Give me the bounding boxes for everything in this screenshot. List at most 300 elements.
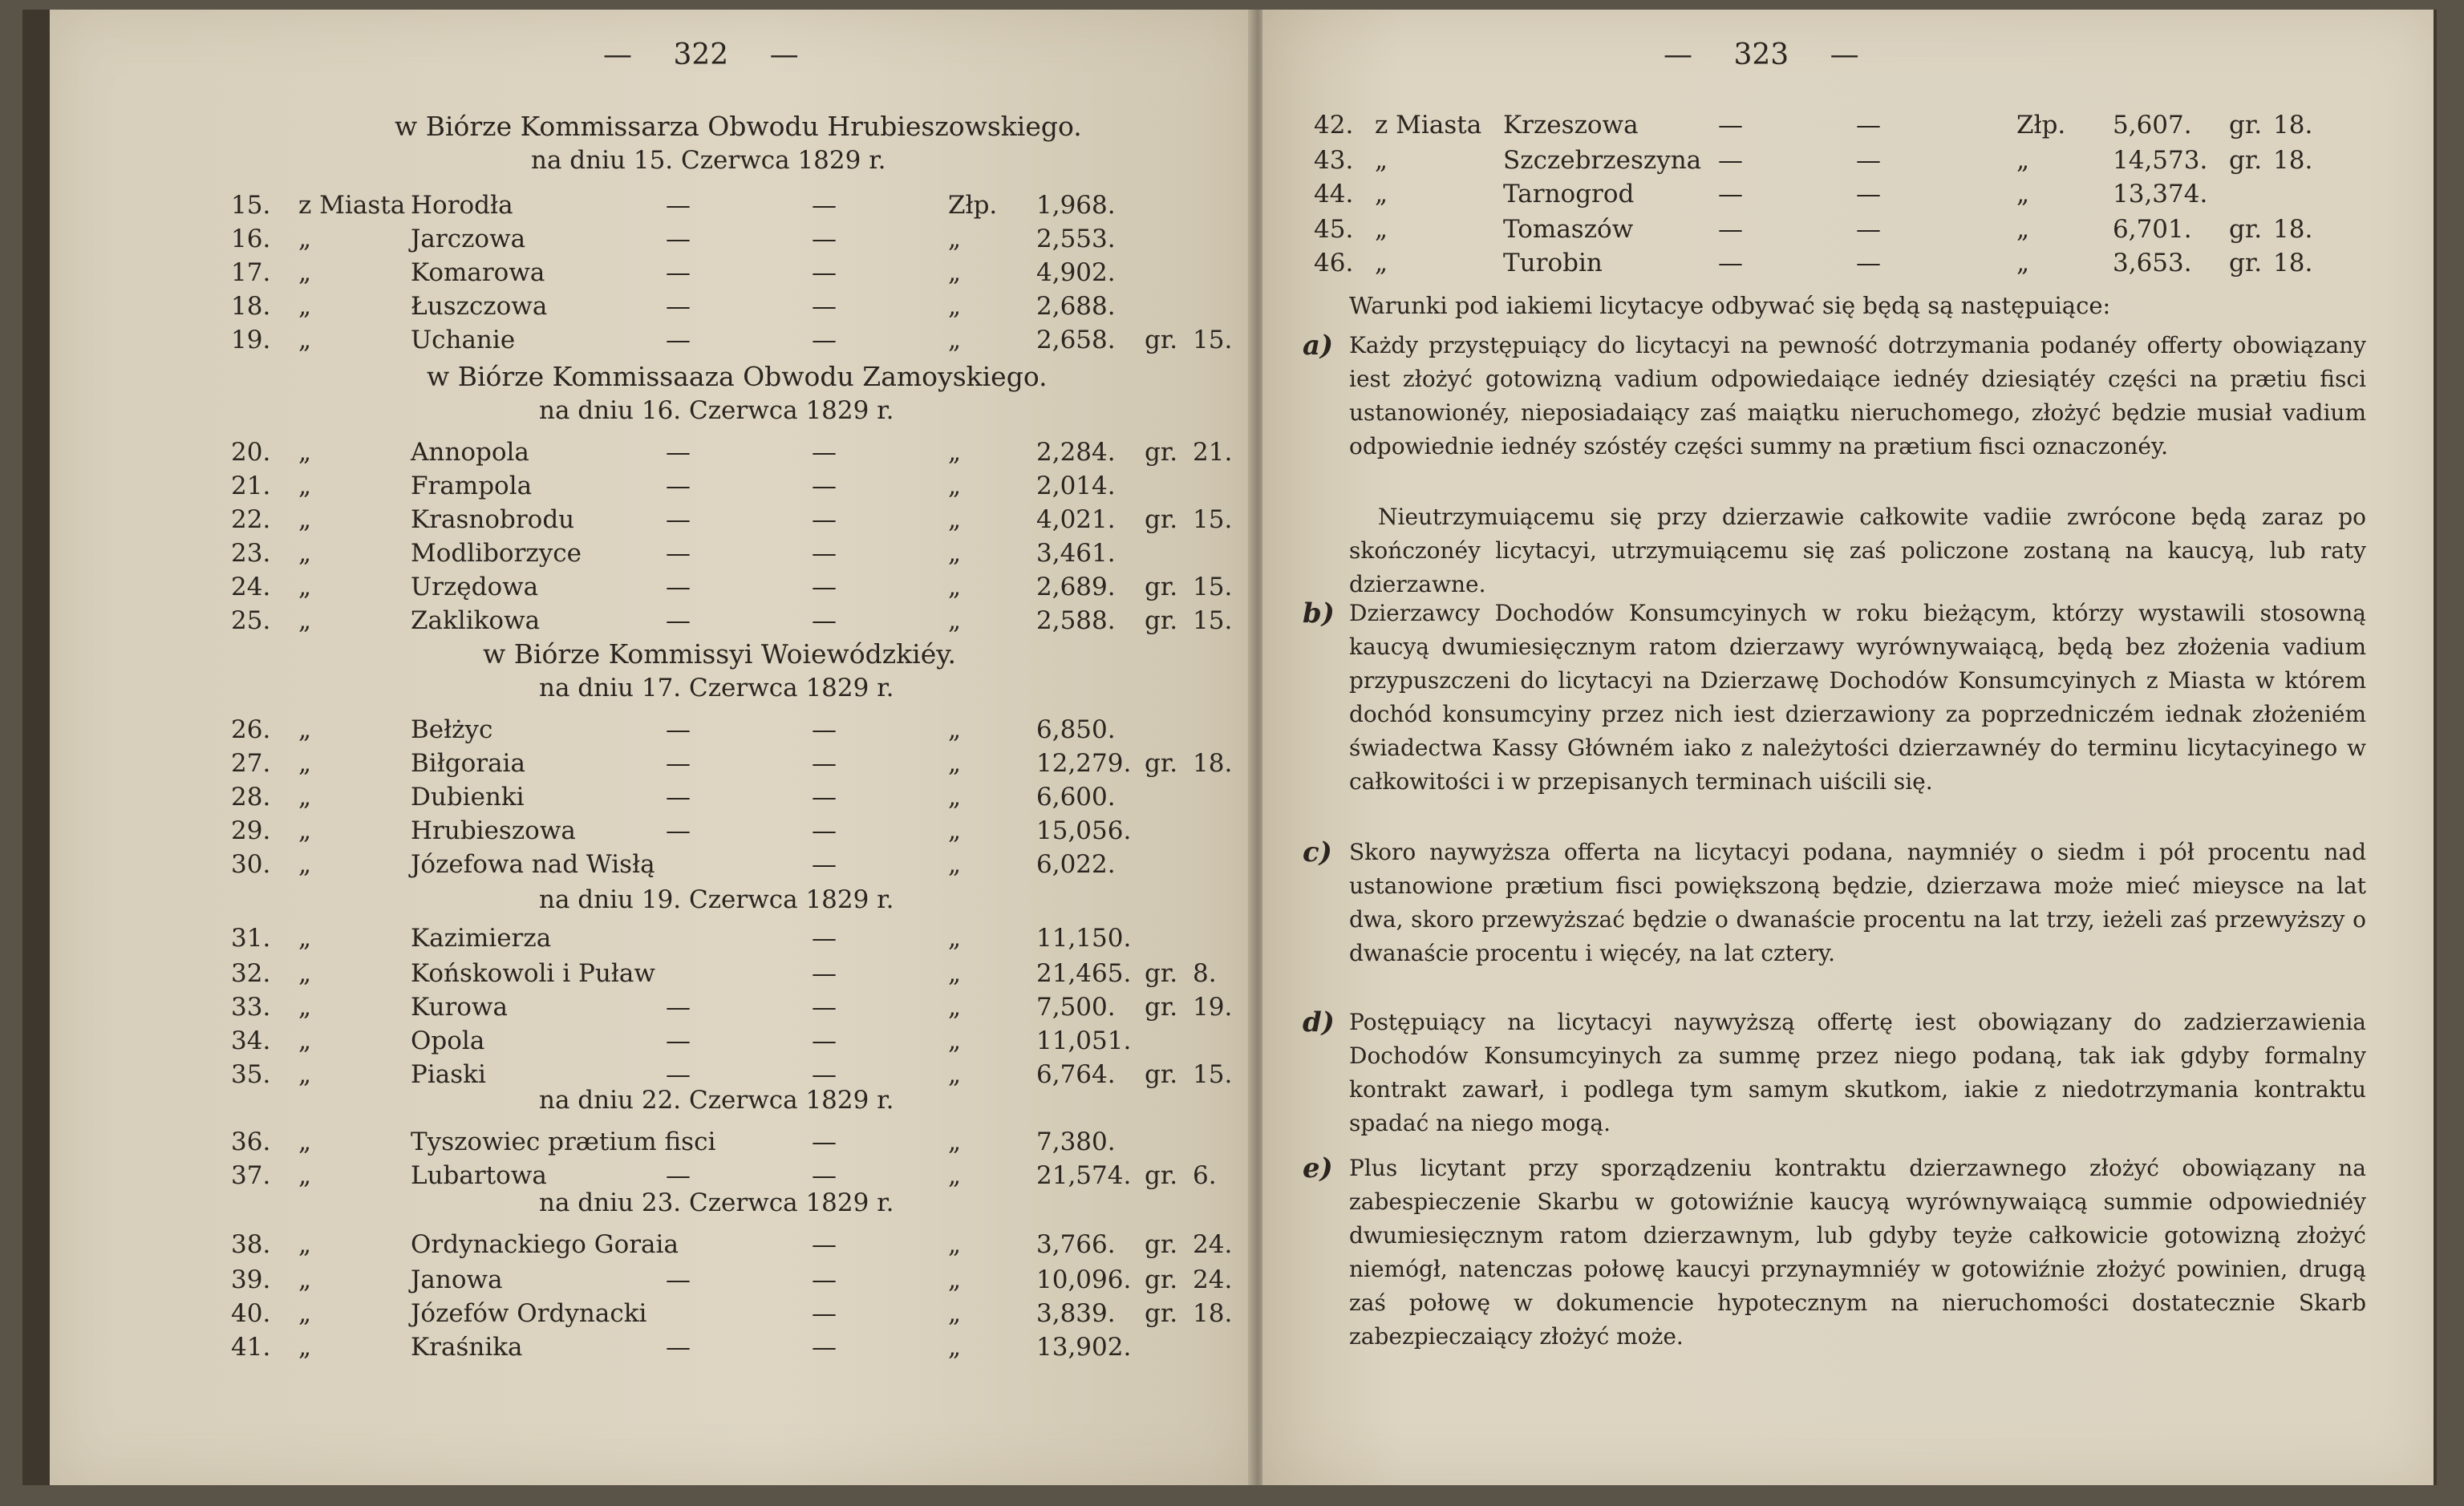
currency-label: „ xyxy=(948,225,962,253)
dash-separator: — xyxy=(1856,215,1881,244)
dash-separator: — xyxy=(812,472,837,500)
row-prefix: „ xyxy=(298,539,312,568)
row-number: 15. xyxy=(231,191,271,220)
condition-text: Dzierzawcy Dochodów Konsumcyinych w roku bieżącym, którzy wystawili stosowną kaucyą dwumiesięcznym ratom dzierzawy wyrównywaiącą, będą bez złożenia vadium przypuszczeni do licytacyi na Dzierzawę Dochodów Konsumcyinych z Miasta w którem dochód konsumcyiny przez nich iest dzierzawiony za poprzedniczém iednak złożeniém świadectwa Kassy Główném iako z należytości dzierzawnéy do terminu licytacyinego w całkowitości i w przepisanych terminach uiścili się. xyxy=(1349,600,2366,795)
dash-separator: — xyxy=(812,1161,837,1190)
dash-separator: — xyxy=(812,993,837,1022)
table-row xyxy=(50,749,1253,784)
section-title: w Biórze Kommissyi Woiewódzkiéy. xyxy=(483,638,957,670)
grosz-value: 6. xyxy=(1193,1161,1217,1190)
condition-text: Skoro naywyższa offerta na licytacyi podana, naymniéy o siedm i pół procentu nad ustanowione prætium fisci powiększoną będzie, dzierzawa może mieć mieysce na lat dwa, skoro przewyższać będzie o dwanaście procentu na lat trzy, ieżeli zaś przewyższy o dwanaście procentu i więcéy, na lat cztery. xyxy=(1349,839,2366,966)
dash-separator: — xyxy=(666,715,691,744)
row-number: 38. xyxy=(231,1230,271,1259)
grosz-label: gr. xyxy=(1145,1161,1178,1190)
town-name: Krzeszowa xyxy=(1503,111,1639,140)
table-row xyxy=(50,1060,1253,1095)
grosz-value: 24. xyxy=(1193,1265,1233,1294)
grosz-value: 15. xyxy=(1193,326,1233,354)
currency-label: „ xyxy=(948,816,962,845)
grosz-label: gr. xyxy=(1145,959,1178,988)
table-row xyxy=(50,225,1253,260)
condition-paragraph-note xyxy=(1349,500,2366,601)
dash-separator: — xyxy=(812,749,837,778)
table-row xyxy=(50,1026,1253,1062)
page-number: 323 xyxy=(1733,38,1789,71)
section-date: na dniu 16. Czerwca 1829 r. xyxy=(539,396,894,425)
amount: 6,600. xyxy=(1036,783,1116,812)
table-row xyxy=(50,472,1253,507)
currency-label: „ xyxy=(948,606,962,635)
table-row xyxy=(50,850,1253,885)
grosz-label: gr. xyxy=(1145,749,1178,778)
row-number: 23. xyxy=(231,539,271,568)
condition-marker: a) xyxy=(1303,330,1334,362)
row-prefix: z Miasta xyxy=(298,191,406,220)
condition-text: Nieutrzymuiącemu się przy dzierzawie całkowite vadiie zwrócone będą zaraz po skończonéy licytacyi, utrzymuiącemu się zaś policzone zostaną na kaucyą, lub raty dzierzawne. xyxy=(1349,504,2366,597)
dash-separator: — xyxy=(666,539,691,568)
grosz-value: 15. xyxy=(1193,505,1233,534)
currency-label: „ xyxy=(2016,180,2030,208)
row-number: 21. xyxy=(231,472,271,500)
row-prefix: „ xyxy=(298,258,312,287)
amount: 11,150. xyxy=(1036,924,1132,953)
town-name: Tomaszów xyxy=(1503,215,1634,244)
grosz-value: 18. xyxy=(2273,146,2313,175)
table-row xyxy=(50,258,1253,294)
dash-separator: — xyxy=(812,959,837,988)
currency-label: „ xyxy=(948,1230,962,1259)
row-number: 34. xyxy=(231,1026,271,1055)
row-prefix: „ xyxy=(298,1127,312,1156)
dash-separator: — xyxy=(812,292,837,321)
section-date: na dniu 22. Czerwca 1829 r. xyxy=(539,1086,894,1115)
currency-label: „ xyxy=(948,783,962,812)
dash-separator: — xyxy=(812,1026,837,1055)
section-date: na dniu 19. Czerwca 1829 r. xyxy=(539,885,894,914)
amount: 3,766. xyxy=(1036,1230,1116,1259)
dash-separator: — xyxy=(812,924,837,953)
condition-text: Plus licytant przy sporządzeniu kontraktu dzierzawnego złożyć obowiązany na zabespieczenie Skarbu w gotowiźnie kaucyą wyrównywaiącą summie odpowiedniéy dwumiesięcznym ratom dzierzawnym, lub gdyby teyże całkowicie gotowizną złożyć niemógł, natenczas połowę kaucyi przynaymniéy w gotowiźnie złożyć powinien, drugą zaś połowę w dokumencie hypotecznym na nieruchomości dostatecznie Skarb zabezpieczaiący złożyć może. xyxy=(1349,1155,2366,1350)
table-row xyxy=(50,1127,1253,1163)
table-row xyxy=(50,1299,1253,1334)
currency-label: „ xyxy=(2016,146,2030,175)
dash-separator: — xyxy=(1856,111,1881,140)
row-prefix: „ xyxy=(1375,249,1388,277)
town-name: Tyszowiec prætium fisci xyxy=(411,1127,716,1156)
dash-separator: — xyxy=(812,258,837,287)
currency-label: „ xyxy=(2016,215,2030,244)
grosz-label: gr. xyxy=(2229,215,2263,244)
dash-separator: — xyxy=(812,1127,837,1156)
table-row xyxy=(50,1333,1253,1368)
dash-separator: — xyxy=(666,505,691,534)
row-number: 25. xyxy=(231,606,271,635)
dash-separator: — xyxy=(1856,249,1881,277)
dash-separator: — xyxy=(812,1060,837,1089)
town-name: Turobin xyxy=(1503,249,1603,277)
dash-separator: — xyxy=(666,1026,691,1055)
table-row xyxy=(1262,146,2434,181)
row-number: 16. xyxy=(231,225,271,253)
dash-separator: — xyxy=(666,225,691,253)
grosz-value: 8. xyxy=(1193,959,1217,988)
grosz-label: gr. xyxy=(2229,249,2263,277)
amount: 14,573. xyxy=(2113,146,2208,175)
row-prefix: „ xyxy=(298,1265,312,1294)
amount: 2,658. xyxy=(1036,326,1116,354)
condition-marker: e) xyxy=(1303,1152,1333,1184)
dash-separator: — xyxy=(1718,249,1743,277)
amount: 3,461. xyxy=(1036,539,1116,568)
row-prefix: „ xyxy=(298,715,312,744)
condition-paragraph-c xyxy=(1303,836,2366,970)
row-number: 29. xyxy=(231,816,271,845)
table-row xyxy=(50,292,1253,327)
table-row xyxy=(1262,249,2434,284)
dash-separator: — xyxy=(812,539,837,568)
grosz-label: gr. xyxy=(1145,1265,1178,1294)
row-number: 44. xyxy=(1314,180,1354,208)
row-prefix: „ xyxy=(298,326,312,354)
table-row xyxy=(50,959,1253,994)
dash-separator: — xyxy=(666,326,691,354)
town-name: Piaski xyxy=(411,1060,486,1089)
condition-paragraph-a xyxy=(1303,329,2366,464)
table-row xyxy=(50,1265,1253,1301)
table-row xyxy=(50,783,1253,818)
dash-separator: — xyxy=(666,573,691,601)
dash-separator: — xyxy=(1718,215,1743,244)
currency-label: „ xyxy=(948,1026,962,1055)
row-number: 32. xyxy=(231,959,271,988)
currency-label: „ xyxy=(948,326,962,354)
row-prefix: „ xyxy=(298,783,312,812)
row-prefix: „ xyxy=(298,1026,312,1055)
grosz-value: 18. xyxy=(2273,215,2313,244)
table-row xyxy=(50,715,1253,751)
grosz-label: gr. xyxy=(1145,573,1178,601)
row-prefix: „ xyxy=(1375,146,1388,175)
grosz-label: gr. xyxy=(1145,1230,1178,1259)
town-name: Modliborzyce xyxy=(411,539,582,568)
section-date: na dniu 17. Czerwca 1829 r. xyxy=(539,674,894,702)
amount: 6,850. xyxy=(1036,715,1116,744)
currency-label: „ xyxy=(948,1060,962,1089)
dash-separator: — xyxy=(812,191,837,220)
amount: 2,588. xyxy=(1036,606,1116,635)
table-row xyxy=(50,1230,1253,1265)
grosz-label: gr. xyxy=(2229,146,2263,175)
row-prefix: „ xyxy=(298,749,312,778)
row-prefix: „ xyxy=(1375,180,1388,208)
amount: 2,688. xyxy=(1036,292,1116,321)
grosz-value: 18. xyxy=(1193,1299,1233,1328)
amount: 13,902. xyxy=(1036,1333,1132,1362)
dash-separator: — xyxy=(812,715,837,744)
amount: 2,689. xyxy=(1036,573,1116,601)
row-number: 20. xyxy=(231,438,271,467)
dash-separator: — xyxy=(812,1333,837,1362)
condition-marker: b) xyxy=(1303,597,1335,630)
row-number: 43. xyxy=(1314,146,1354,175)
row-number: 19. xyxy=(231,326,271,354)
grosz-value: 21. xyxy=(1193,438,1233,467)
town-name: Szczebrzeszyna xyxy=(1503,146,1702,175)
currency-label: Złp. xyxy=(2016,111,2066,140)
page-dash-right: — xyxy=(1830,38,1859,71)
amount: 5,607. xyxy=(2113,111,2192,140)
dash-separator: — xyxy=(666,783,691,812)
town-name: Kraśnika xyxy=(411,1333,523,1362)
table-row xyxy=(50,438,1253,473)
row-prefix: „ xyxy=(298,1060,312,1089)
currency-label: „ xyxy=(948,292,962,321)
grosz-label: gr. xyxy=(1145,438,1178,467)
table-row xyxy=(1262,180,2434,215)
dash-separator: — xyxy=(666,1060,691,1089)
row-prefix: „ xyxy=(298,924,312,953)
row-number: 41. xyxy=(231,1333,271,1362)
amount: 6,022. xyxy=(1036,850,1116,879)
grosz-label: gr. xyxy=(1145,505,1178,534)
row-number: 17. xyxy=(231,258,271,287)
dash-separator: — xyxy=(812,783,837,812)
amount: 10,096. xyxy=(1036,1265,1132,1294)
town-name: Horodła xyxy=(411,191,513,220)
row-number: 30. xyxy=(231,850,271,879)
currency-label: „ xyxy=(948,1333,962,1362)
town-name: Komarowa xyxy=(411,258,545,287)
currency-label: „ xyxy=(2016,249,2030,277)
row-prefix: „ xyxy=(298,816,312,845)
dash-separator: — xyxy=(812,573,837,601)
amount: 15,056. xyxy=(1036,816,1132,845)
page-number: 322 xyxy=(673,38,729,71)
dash-separator: — xyxy=(666,606,691,635)
row-number: 18. xyxy=(231,292,271,321)
currency-label: „ xyxy=(948,959,962,988)
page-dash-right: — xyxy=(769,38,799,71)
right-page xyxy=(1262,10,2434,1485)
row-number: 46. xyxy=(1314,249,1354,277)
dash-separator: — xyxy=(1856,180,1881,208)
amount: 4,021. xyxy=(1036,505,1116,534)
row-prefix: „ xyxy=(298,1333,312,1362)
dash-separator: — xyxy=(812,816,837,845)
currency-label: „ xyxy=(948,993,962,1022)
section-title: w Biórze Kommissaaza Obwodu Zamoyskiego. xyxy=(427,361,1048,392)
table-row xyxy=(50,924,1253,959)
grosz-value: 15. xyxy=(1193,1060,1233,1089)
row-prefix: „ xyxy=(298,292,312,321)
amount: 11,051. xyxy=(1036,1026,1132,1055)
table-row xyxy=(50,573,1253,608)
amount: 12,279. xyxy=(1036,749,1132,778)
row-number: 39. xyxy=(231,1265,271,1294)
table-row xyxy=(1262,111,2434,146)
table-row xyxy=(50,606,1253,642)
condition-text: Każdy przystępuiący do licytacyi na pewność dotrzymania podanéy offerty obowiązany iest złożyć gotowizną vadium odpowiedaiące iednéy dziesiątéy części na prætiu fisci ustanowionéy, nieposiadaiący zaś maiątku nieruchomego, złożyć będzie musiał vadium odpowiednie iednéy szóstéy części summy na prætium fisci oznaczonéy. xyxy=(1349,332,2366,459)
grosz-value: 18. xyxy=(1193,749,1233,778)
town-name: Bełżyc xyxy=(411,715,493,744)
currency-label: „ xyxy=(948,258,962,287)
town-name: Annopola xyxy=(411,438,529,467)
currency-label: Złp. xyxy=(948,191,998,220)
town-name: Urzędowa xyxy=(411,573,539,601)
row-prefix: „ xyxy=(298,573,312,601)
dash-separator: — xyxy=(812,1265,837,1294)
town-name: Końskowoli i Puław xyxy=(411,959,655,988)
town-name: Frampola xyxy=(411,472,533,500)
grosz-value: 18. xyxy=(2273,111,2313,140)
amount: 2,284. xyxy=(1036,438,1116,467)
row-prefix: „ xyxy=(298,993,312,1022)
dash-separator: — xyxy=(812,1230,837,1259)
table-row xyxy=(50,326,1253,361)
amount: 2,553. xyxy=(1036,225,1116,253)
town-name: Uchanie xyxy=(411,326,516,354)
town-name: Tarnogrod xyxy=(1503,180,1635,208)
dash-separator: — xyxy=(666,1161,691,1190)
amount: 2,014. xyxy=(1036,472,1116,500)
dash-separator: — xyxy=(812,438,837,467)
dash-separator: — xyxy=(666,292,691,321)
amount: 1,968. xyxy=(1036,191,1116,220)
dash-separator: — xyxy=(666,258,691,287)
table-row xyxy=(50,993,1253,1028)
town-name: Kazimierza xyxy=(411,924,552,953)
currency-label: „ xyxy=(948,715,962,744)
row-number: 24. xyxy=(231,573,271,601)
row-number: 27. xyxy=(231,749,271,778)
row-number: 42. xyxy=(1314,111,1354,140)
row-number: 45. xyxy=(1314,215,1354,244)
table-row xyxy=(1262,215,2434,250)
town-name: Biłgoraia xyxy=(411,749,525,778)
row-prefix: „ xyxy=(298,959,312,988)
currency-label: „ xyxy=(948,539,962,568)
section-title: w Biórze Kommissarza Obwodu Hrubieszowskiego. xyxy=(395,111,1082,142)
amount: 4,902. xyxy=(1036,258,1116,287)
grosz-label: gr. xyxy=(1145,1060,1178,1089)
section-date: na dniu 23. Czerwca 1829 r. xyxy=(539,1188,894,1217)
dash-separator: — xyxy=(666,191,691,220)
town-name: Józefów Ordynacki xyxy=(411,1299,647,1328)
amount: 7,500. xyxy=(1036,993,1116,1022)
row-number: 28. xyxy=(231,783,271,812)
grosz-label: gr. xyxy=(1145,606,1178,635)
town-name: Opola xyxy=(411,1026,485,1055)
row-prefix: „ xyxy=(298,225,312,253)
grosz-label: gr. xyxy=(1145,1299,1178,1328)
condition-marker: d) xyxy=(1303,1006,1335,1038)
table-row xyxy=(50,505,1253,540)
town-name: Ordynackiego Goraia xyxy=(411,1230,679,1259)
currency-label: „ xyxy=(948,1161,962,1190)
condition-paragraph-e xyxy=(1303,1152,2366,1354)
town-name: Krasnobrodu xyxy=(411,505,575,534)
dash-separator: — xyxy=(1856,146,1881,175)
grosz-label: gr. xyxy=(1145,326,1178,354)
town-name: Lubartowa xyxy=(411,1161,547,1190)
section-date: na dniu 15. Czerwca 1829 r. xyxy=(531,146,886,175)
currency-label: „ xyxy=(948,505,962,534)
town-name: Janowa xyxy=(411,1265,503,1294)
amount: 6,701. xyxy=(2113,215,2192,244)
row-prefix: „ xyxy=(298,1299,312,1328)
dash-separator: — xyxy=(666,993,691,1022)
row-number: 31. xyxy=(231,924,271,953)
currency-label: „ xyxy=(948,1265,962,1294)
left-page xyxy=(50,10,1253,1485)
table-row xyxy=(50,816,1253,852)
table-row xyxy=(50,1161,1253,1196)
amount: 7,380. xyxy=(1036,1127,1116,1156)
conditions-intro: Warunki pod iakiemi licytacye odbywać się będą są następuiące: xyxy=(1349,292,2111,319)
currency-label: „ xyxy=(948,924,962,953)
page-number-left xyxy=(603,38,799,71)
condition-paragraph-b xyxy=(1303,597,2366,799)
row-prefix: „ xyxy=(298,850,312,879)
amount: 21,574. xyxy=(1036,1161,1132,1190)
currency-label: „ xyxy=(948,573,962,601)
row-prefix: „ xyxy=(1375,215,1388,244)
dash-separator: — xyxy=(812,225,837,253)
dash-separator: — xyxy=(812,1299,837,1328)
currency-label: „ xyxy=(948,850,962,879)
dash-separator: — xyxy=(812,606,837,635)
page-dash-left: — xyxy=(603,38,632,71)
currency-label: „ xyxy=(948,438,962,467)
book-spread xyxy=(22,10,2437,1485)
dash-separator: — xyxy=(812,505,837,534)
dash-separator: — xyxy=(666,438,691,467)
condition-marker: c) xyxy=(1303,836,1332,868)
dash-separator: — xyxy=(1718,180,1743,208)
table-row xyxy=(50,191,1253,226)
dash-separator: — xyxy=(1718,146,1743,175)
grosz-value: 15. xyxy=(1193,573,1233,601)
town-name: Łuszczowa xyxy=(411,292,548,321)
dash-separator: — xyxy=(1718,111,1743,140)
row-number: 26. xyxy=(231,715,271,744)
condition-paragraph-d xyxy=(1303,1006,2366,1140)
currency-label: „ xyxy=(948,749,962,778)
row-number: 35. xyxy=(231,1060,271,1089)
dash-separator: — xyxy=(812,326,837,354)
row-number: 33. xyxy=(231,993,271,1022)
grosz-value: 18. xyxy=(2273,249,2313,277)
grosz-value: 24. xyxy=(1193,1230,1233,1259)
dash-separator: — xyxy=(666,749,691,778)
town-name: Zaklikowa xyxy=(411,606,541,635)
town-name: Jarczowa xyxy=(411,225,526,253)
row-prefix: „ xyxy=(298,606,312,635)
grosz-value: 19. xyxy=(1193,993,1233,1022)
row-number: 22. xyxy=(231,505,271,534)
amount: 13,374. xyxy=(2113,180,2208,208)
amount: 6,764. xyxy=(1036,1060,1116,1089)
row-number: 36. xyxy=(231,1127,271,1156)
dash-separator: — xyxy=(812,850,837,879)
row-number: 40. xyxy=(231,1299,271,1328)
page-dash-left: — xyxy=(1664,38,1692,71)
amount: 3,653. xyxy=(2113,249,2192,277)
row-prefix: „ xyxy=(298,505,312,534)
currency-label: „ xyxy=(948,1299,962,1328)
row-prefix: „ xyxy=(298,472,312,500)
currency-label: „ xyxy=(948,1127,962,1156)
